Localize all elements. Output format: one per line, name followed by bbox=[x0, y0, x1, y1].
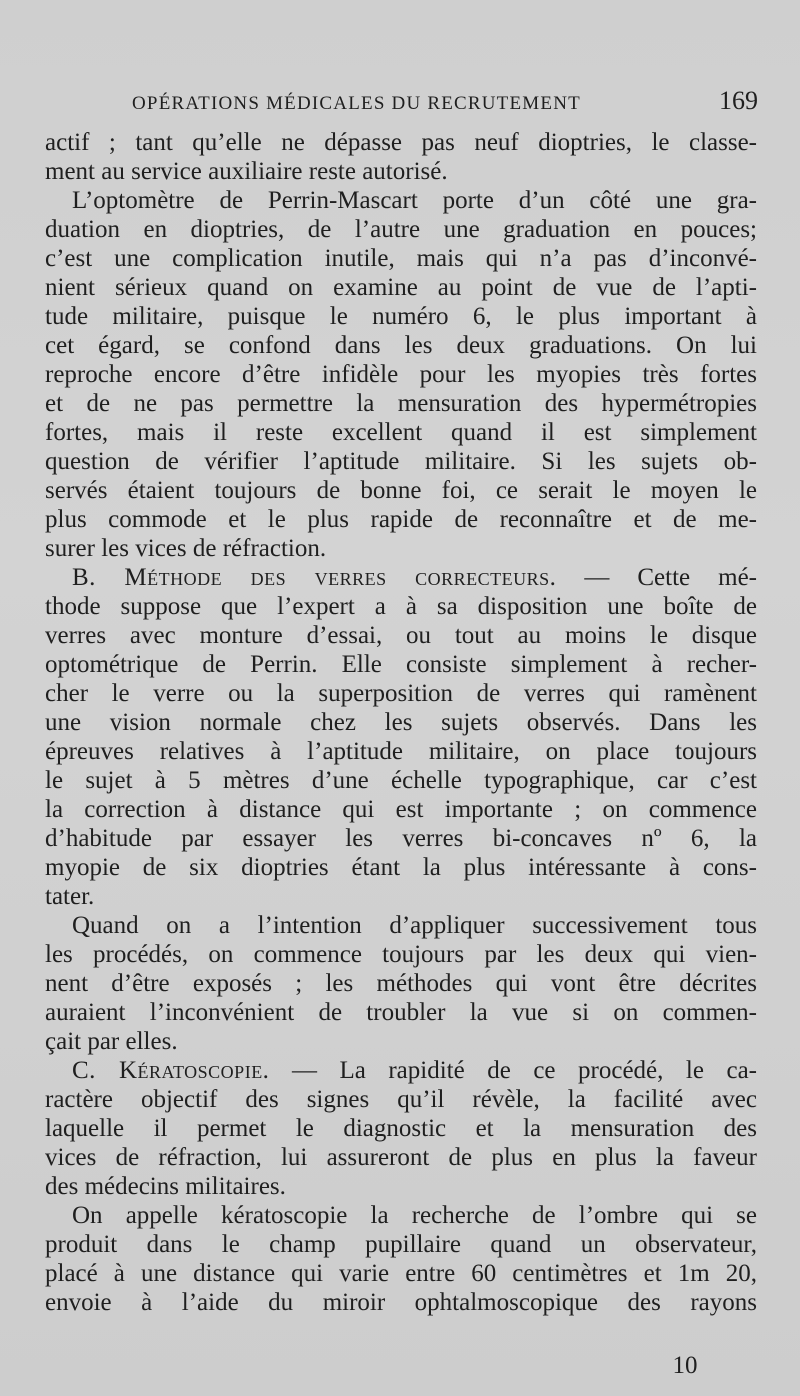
text-line: une vision normale chez les sujets observés. Dans les bbox=[45, 709, 757, 736]
text-line: cet égard, se confond dans les deux graduations. On lui bbox=[45, 332, 757, 359]
text-line: question de vérifier l’aptitude militaire. Si les sujets ob- bbox=[45, 448, 757, 475]
text-line: produit dans le champ pupillaire quand un observateur, bbox=[45, 1231, 757, 1258]
text-line: les procédés, on commence toujours par les deux qui vien- bbox=[45, 941, 757, 968]
text-line: myopie de six dioptries étant la plus intéressante à cons- bbox=[45, 854, 757, 881]
body-text bbox=[45, 128, 757, 1317]
text-line: ractère objectif des signes qu’il révèle, la facilité avec bbox=[45, 1086, 757, 1113]
section-b-line bbox=[45, 563, 757, 592]
running-head: OPÉRATIONS MÉDICALES DU RECRUTEMENT bbox=[132, 93, 581, 114]
page-number: 169 bbox=[719, 86, 758, 115]
text-line: placé à une distance qui varie entre 60 centimètres et 1m 20, bbox=[45, 1260, 757, 1287]
text-line: auraient l’inconvénient de troubler la vue si on commen- bbox=[45, 999, 757, 1026]
text-line: nent d’être exposés ; les méthodes qui vont être décrites bbox=[45, 970, 757, 997]
text-line: surer les vices de réfraction. bbox=[45, 535, 327, 562]
text-line: thode suppose que l’expert a à sa disposition une boîte de bbox=[45, 593, 757, 620]
text-fragment: — La rapidité de ce procédé, le ca- bbox=[291, 1057, 757, 1084]
text-line: cher le verre ou la superposition de verres qui ramènent bbox=[45, 680, 757, 707]
section-b-heading: B. Méthode des verres correcteurs. bbox=[72, 564, 557, 591]
text-line: vices de réfraction, lui assureront de plus en plus la faveur bbox=[45, 1144, 757, 1171]
text-line: c’est une complication inutile, mais qui n’a pas d’inconvé- bbox=[45, 245, 757, 272]
text-line: optométrique de Perrin. Elle consiste simplement à recher- bbox=[45, 651, 757, 678]
text-line: laquelle il permet le diagnostic et la mensuration des bbox=[45, 1115, 757, 1142]
text-line: On appelle kératoscopie la recherche de l’ombre qui se bbox=[72, 1202, 757, 1229]
text-line: et de ne pas permettre la mensuration des hypermétropies bbox=[45, 390, 757, 417]
page-header bbox=[132, 86, 758, 120]
text-line: plus commode et le plus rapide de reconnaître et de me- bbox=[45, 506, 757, 533]
text-fragment: — Cette mé- bbox=[584, 564, 757, 591]
section-c-line bbox=[45, 1056, 757, 1085]
text-line: çait par elles. bbox=[45, 1028, 178, 1055]
text-line: épreuves relatives à l’aptitude militaire, on place toujours bbox=[45, 738, 757, 765]
text-line: tude militaire, puisque le numéro 6, le plus important à bbox=[45, 303, 757, 330]
text-line: la correction à distance qui est importante ; on commence bbox=[45, 796, 757, 823]
text-line: ment au service auxiliaire reste autorisé. bbox=[45, 158, 448, 185]
text-line: duation en dioptries, de l’autre une graduation en pouces; bbox=[45, 216, 757, 243]
text-line: le sujet à 5 mètres d’une échelle typographique, car c’est bbox=[45, 767, 757, 794]
text-line: d’habitude par essayer les verres bi-concaves nº 6, la bbox=[45, 825, 757, 852]
text-line: verres avec monture d’essai, ou tout au moins le disque bbox=[45, 622, 757, 649]
text-line: tater. bbox=[45, 883, 95, 910]
text-line: fortes, mais il reste excellent quand il est simplement bbox=[45, 419, 757, 446]
text-line: envoie à l’aide du miroir ophtalmoscopique des rayons bbox=[45, 1289, 757, 1316]
text-line: actif ; tant qu’elle ne dépasse pas neuf dioptries, le classe- bbox=[45, 129, 757, 156]
text-line: servés étaient toujours de bonne foi, ce serait le moyen le bbox=[45, 477, 757, 504]
signature-mark: 10 bbox=[672, 1352, 698, 1379]
section-c-heading: C. Kératoscopie. bbox=[72, 1057, 270, 1084]
text-line: nient sérieux quand on examine au point de vue de l’apti- bbox=[45, 274, 757, 301]
text-line: des médecins militaires. bbox=[45, 1173, 286, 1200]
text-line: Quand on a l’intention d’appliquer successivement tous bbox=[72, 912, 757, 939]
text-line: L’optomètre de Perrin-Mascart porte d’un côté une gra- bbox=[72, 187, 757, 214]
text-line: reproche encore d’être infidèle pour les myopies très fortes bbox=[45, 361, 757, 388]
